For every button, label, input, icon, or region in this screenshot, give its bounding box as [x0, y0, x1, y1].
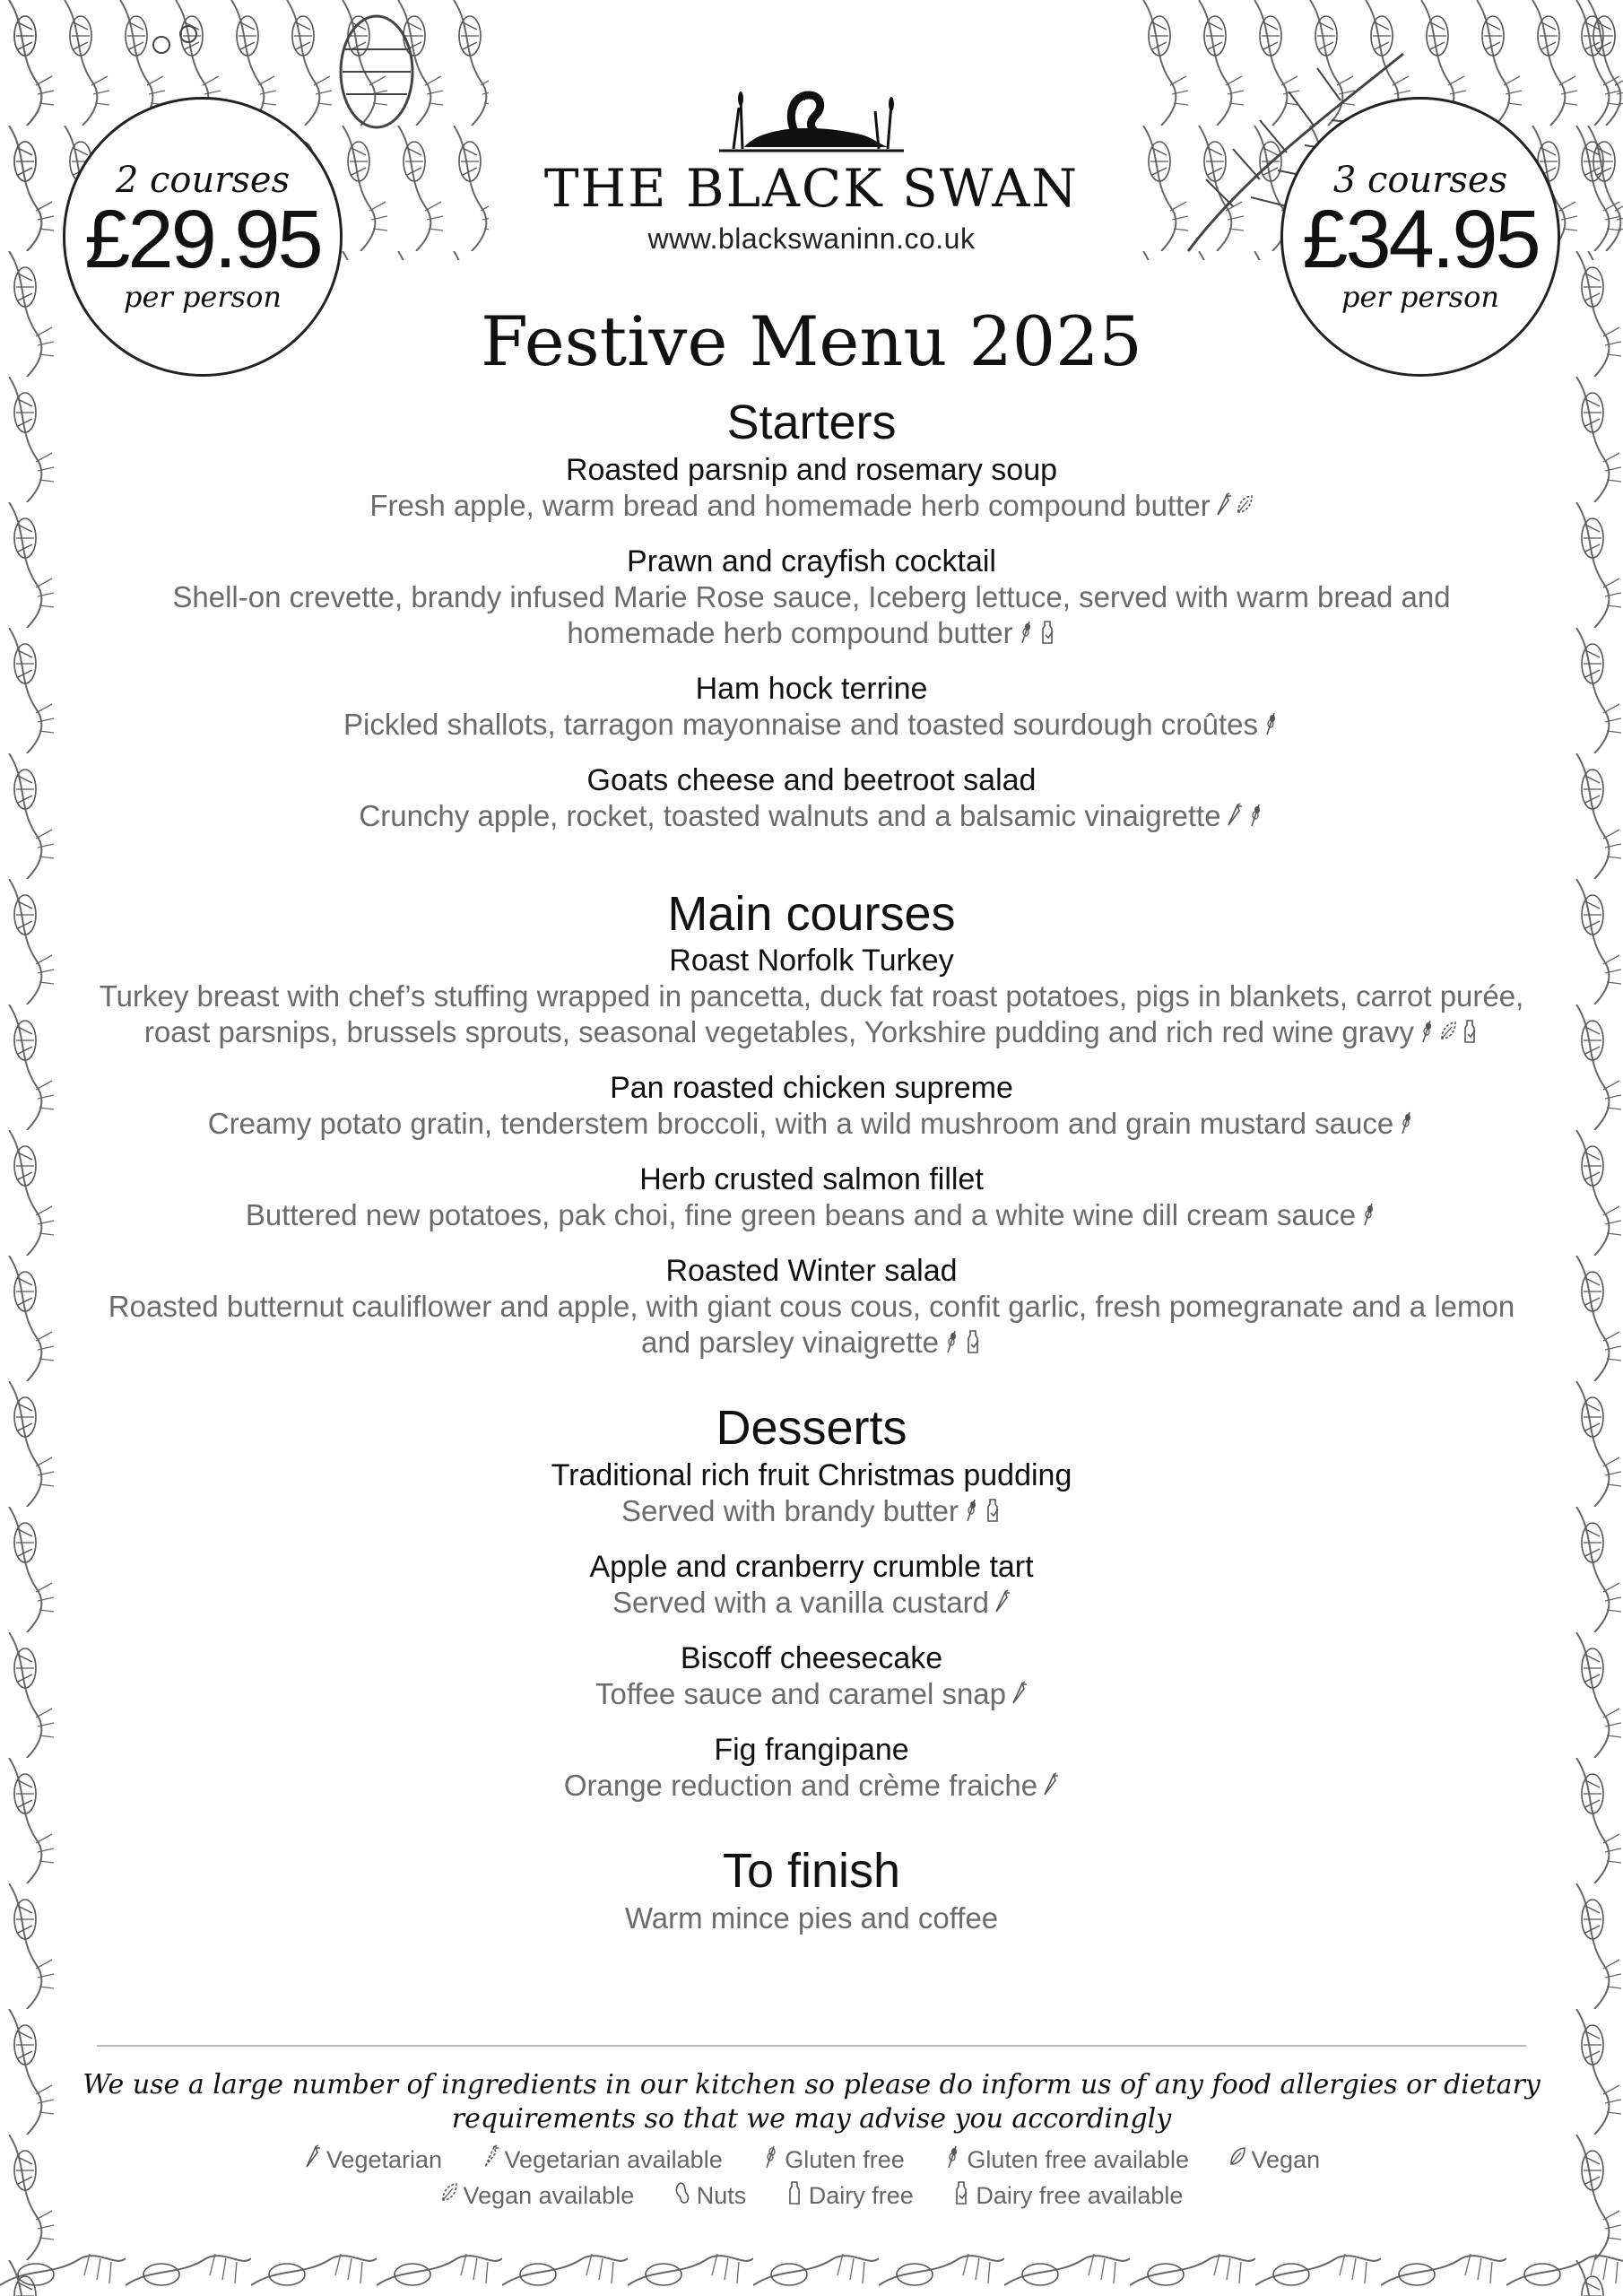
vegetarian-icon	[303, 2144, 321, 2170]
nuts-icon	[673, 2180, 691, 2205]
item-description: Served with a vanilla custard	[612, 1586, 990, 1620]
section-title: Starters	[726, 396, 897, 449]
menu-item	[99, 1253, 1524, 1361]
badge-price: £34.95	[1302, 194, 1539, 286]
menu-item	[99, 1640, 1524, 1712]
item-description: Orange reduction and crème fraiche	[563, 1769, 1038, 1803]
item-description: Fresh apple, warm bread and homemade herb compound butter	[369, 488, 1211, 522]
menu-item	[99, 544, 1524, 651]
item-name: Fig frangipane	[714, 1733, 909, 1768]
section-title: To finish	[722, 1844, 901, 1899]
dairy-free-available-icon	[952, 2180, 970, 2205]
item-name: Roasted Winter salad	[665, 1254, 958, 1289]
item-description: Toffee sauce and caramel snap	[595, 1677, 1007, 1711]
item-description: Served with brandy butter	[621, 1494, 959, 1528]
section-title: Desserts	[716, 1401, 907, 1456]
menu-item	[99, 1732, 1524, 1804]
gluten-free-available-icon	[1262, 711, 1280, 736]
dairy-free-available-icon	[984, 1498, 1002, 1523]
dairy-free-available-icon	[1038, 620, 1056, 645]
item-description: Creamy potato gratin, tenderstem broccoli, with a wild mushroom and grain mustard sauce	[207, 1107, 1394, 1141]
section-title: Main courses	[667, 886, 956, 941]
item-name: Traditional rich fruit Christmas pudding	[551, 1458, 1072, 1493]
legend-vegan: Vegan	[1228, 2142, 1321, 2178]
badge-courses-label: 2 courses	[115, 160, 291, 202]
item-name: Apple and cranberry crumble tart	[589, 1550, 1034, 1585]
item-name: Herb crusted salmon fillet	[639, 1162, 984, 1197]
item-name: Goats cheese and beetroot salad	[586, 762, 1037, 797]
item-description: Roasted butternut cauliflower and apple, with giant cous cous, confit garlic, fresh pomegranate and a lemon and parsley vinaigrette	[108, 1290, 1515, 1360]
gluten-free-available-icon	[1246, 803, 1264, 828]
item-name: Roasted parsnip and rosemary soup	[565, 452, 1058, 487]
dairy-free-available-icon	[1461, 1019, 1479, 1044]
to-finish-section	[99, 1843, 1524, 1936]
legend-row	[0, 2178, 1623, 2213]
vegetarian-available-icon	[482, 2144, 499, 2170]
menu-body	[99, 395, 1524, 1936]
dairy-free-icon	[785, 2180, 803, 2205]
item-name: Roast Norfolk Turkey	[669, 944, 954, 978]
vegetarian-icon	[1225, 803, 1243, 828]
item-description: Turkey breast with chef’s stuffing wrapped in pancetta, duck fat roast potatoes, pigs in blankets, carrot purée, roast parsnips, brussels sprouts, seasonal vegetables, Yorkshire pudding and rich red wine gravy	[99, 979, 1524, 1049]
badge-per-person: per person	[1341, 279, 1499, 314]
gluten-free-available-icon	[1418, 1019, 1436, 1044]
gluten-free-available-icon	[1397, 1110, 1415, 1135]
vegan-available-icon	[1439, 1019, 1457, 1044]
menu-item	[99, 762, 1524, 834]
badge-price: £29.95	[84, 194, 321, 286]
legend-vegetarian: Vegetarian	[303, 2142, 442, 2178]
item-description: Pickled shallots, tarragon mayonnaise and toasted sourdough croûtes	[343, 707, 1258, 741]
swan-logo	[0, 72, 1623, 158]
swan-icon	[708, 72, 915, 158]
legend-dairy-free: Dairy free	[785, 2178, 914, 2213]
vegan-available-icon	[440, 2180, 458, 2205]
website-link[interactable]: www.blackswaninn.co.uk	[647, 222, 976, 255]
gluten-free-available-icon	[962, 1498, 980, 1523]
menu-item	[99, 1161, 1524, 1233]
menu-item	[99, 452, 1524, 524]
vegan-icon	[1228, 2144, 1246, 2170]
allergy-notice: We use a large number of ingredients in our kitchen so please do inform us of any food allergies or dietary requirements so that we may advise you accordingly	[82, 2069, 1541, 2135]
item-description: Buttered new potatoes, pak choi, fine green beans and a white wine dill cream sauce	[245, 1198, 1357, 1232]
menu-item	[99, 671, 1524, 743]
vegetarian-icon	[1010, 1681, 1028, 1706]
footer-divider	[97, 2045, 1526, 2047]
gluten-free-available-icon	[1359, 1202, 1377, 1227]
item-name: Biscoff cheesecake	[680, 1641, 943, 1676]
badge-courses-label: 3 courses	[1332, 160, 1508, 202]
item-name: Ham hock terrine	[695, 671, 928, 706]
dairy-free-available-icon	[964, 1329, 982, 1354]
legend-gluten-free: Gluten free	[761, 2142, 905, 2178]
item-description: Warm mince pies and coffee	[624, 1900, 999, 1935]
gluten-free-available-icon	[943, 2144, 961, 2170]
menu-item	[99, 1457, 1524, 1529]
menu-item	[99, 943, 1524, 1050]
desserts-section	[99, 1400, 1524, 1804]
bottom-botanical-border	[0, 2240, 1623, 2296]
legend-vegan-available: Vegan available	[440, 2178, 635, 2213]
vegetarian-icon	[1214, 492, 1232, 517]
legend-dairy-free-available: Dairy free available	[952, 2178, 1183, 2213]
legend-vegetarian-available: Vegetarian available	[482, 2142, 723, 2178]
vegetarian-icon	[1041, 1772, 1059, 1797]
starters-section	[99, 395, 1524, 834]
vegan-available-icon	[1236, 492, 1254, 517]
legend-row	[0, 2142, 1623, 2178]
item-description: Shell-on crevette, brandy infused Marie Rose sauce, Iceberg lettuce, served with warm bread and homemade herb compound butter	[172, 579, 1451, 649]
legend-gluten-free-available: Gluten free available	[943, 2142, 1189, 2178]
item-name: Pan roasted chicken supreme	[610, 1071, 1013, 1106]
item-name: Prawn and crayfish cocktail	[627, 544, 996, 578]
gluten-free-icon	[761, 2144, 779, 2170]
badge-per-person: per person	[124, 279, 282, 314]
menu-item	[99, 1070, 1524, 1142]
vegetarian-icon	[993, 1589, 1011, 1614]
menu-item	[99, 1549, 1524, 1621]
dietary-legend	[0, 2142, 1623, 2213]
gluten-free-available-icon	[942, 1329, 960, 1354]
item-description: Crunchy apple, rocket, toasted walnuts and a balsamic vinaigrette	[359, 798, 1221, 832]
legend-nuts: Nuts	[673, 2178, 747, 2213]
menu-title: Festive Menu 2025	[481, 301, 1142, 381]
restaurant-name: THE BLACK SWAN	[543, 158, 1080, 219]
main-courses-section	[99, 886, 1524, 1361]
gluten-free-available-icon	[1017, 620, 1035, 645]
